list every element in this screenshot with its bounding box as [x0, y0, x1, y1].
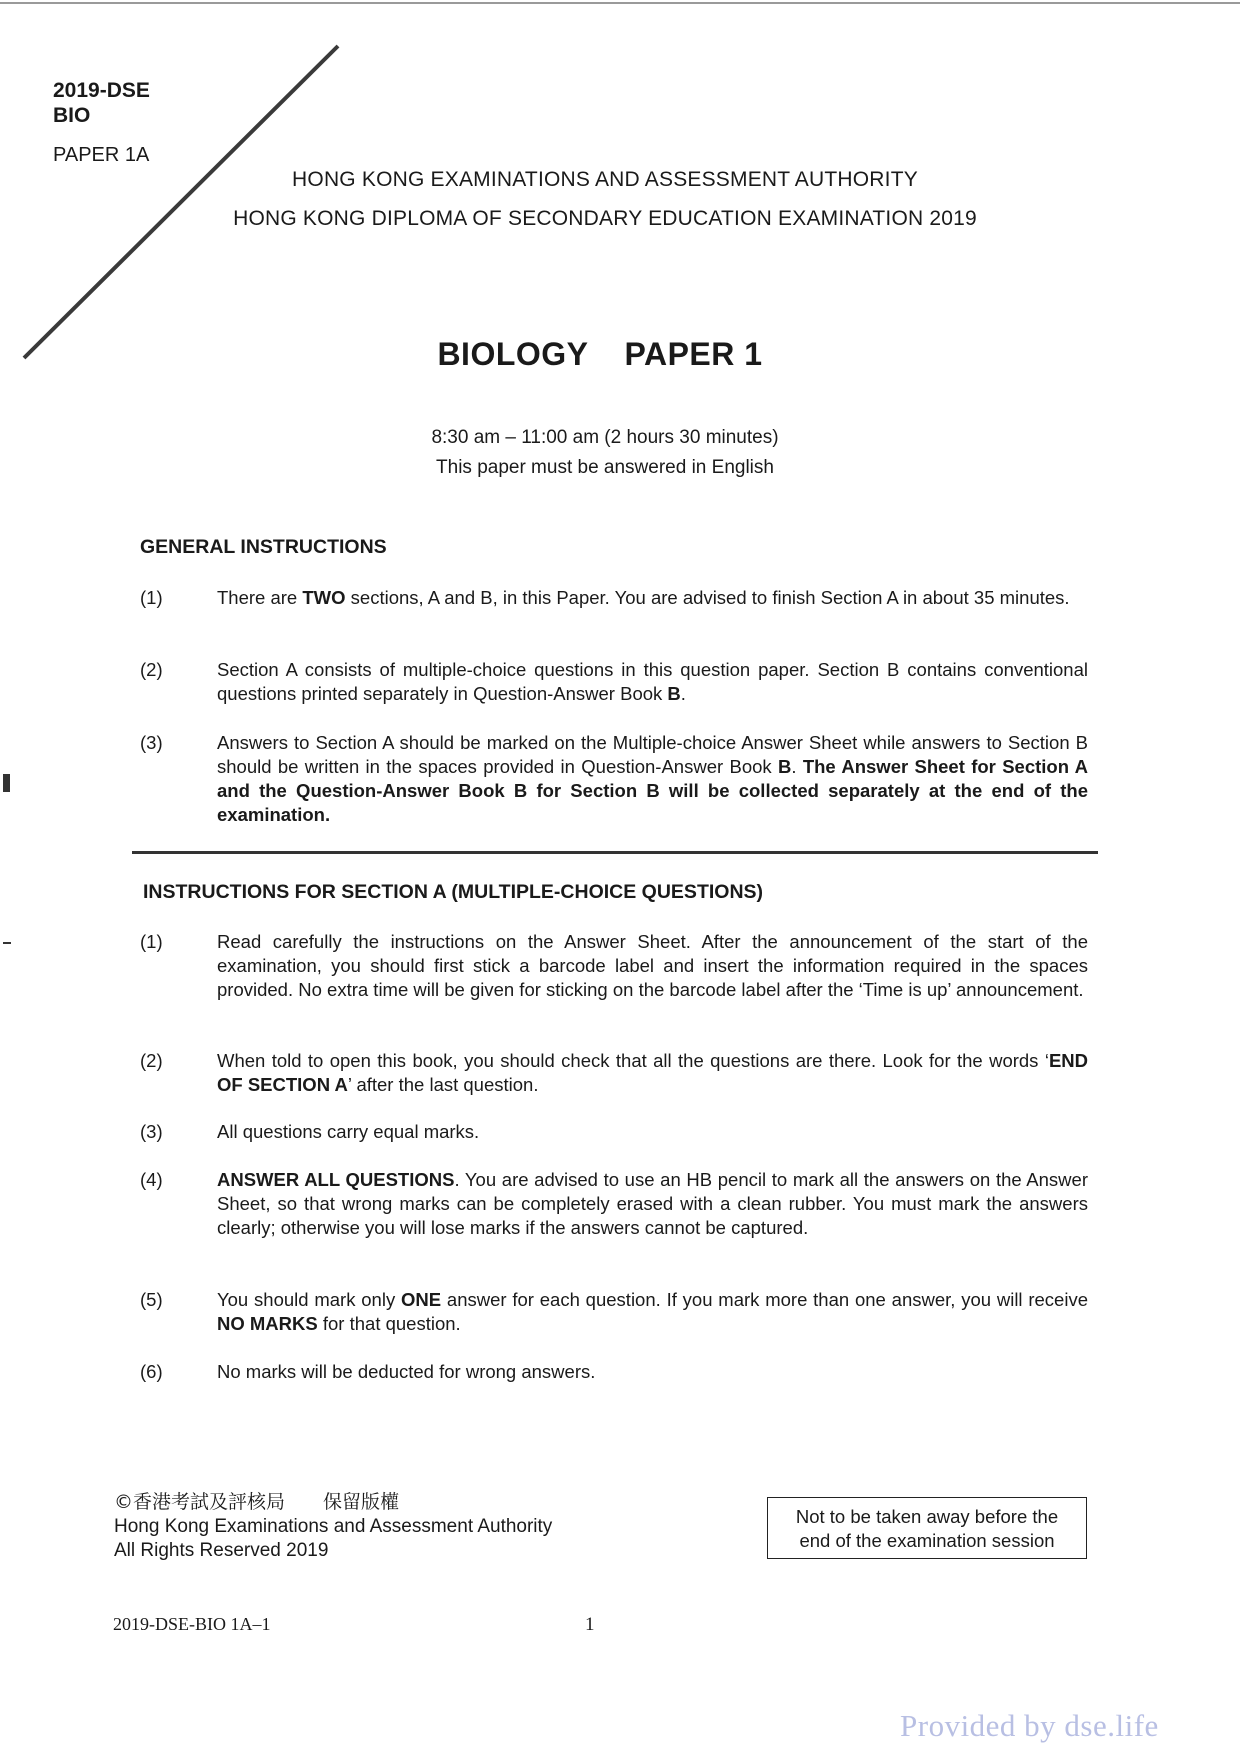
scan-mark	[3, 774, 10, 792]
exam-time: 8:30 am – 11:00 am (2 hours 30 minutes)	[431, 427, 779, 448]
authority-name: HONG KONG EXAMINATIONS AND ASSESSMENT AUTHORITY	[292, 168, 918, 191]
item-number: (2)	[140, 659, 163, 680]
page-number: 1	[585, 1614, 595, 1635]
copyright-chinese-rights: 保留版權	[323, 1491, 400, 1513]
item-number: (6)	[140, 1361, 163, 1382]
copyright-block	[114, 1490, 552, 1563]
notice-box: Not to be taken away before the end of the examination session	[767, 1497, 1087, 1559]
footer-paper-code: 2019-DSE-BIO 1A–1	[113, 1614, 271, 1634]
scan-mark	[3, 942, 11, 944]
section-a-instruction-4: (4) ANSWER ALL QUESTIONS. You are advised to use an HB pencil to mark all the answers on the Answer Sheet, so that wrong marks can be completely erased with a clean rubber. You must mark the answers clearly; otherwise you will lose marks if the answers cannot be captured.	[140, 1169, 1088, 1238]
section-a-heading: INSTRUCTIONS FOR SECTION A (MULTIPLE-CHOICE QUESTIONS)	[143, 881, 764, 903]
section-divider	[132, 851, 1098, 854]
section-a-instruction-6: (6) No marks will be deducted for wrong answers.	[140, 1361, 596, 1382]
section-a-instruction-1: (1) Read carefully the instructions on the Answer Sheet. After the announcement of the start of the examination, you should first stick a barcode label and insert the information required in the spaces provided. No extra time will be given for sticking on the barcode label after the ‘Time is up’ announcement.	[140, 931, 1088, 1000]
item-number: (1)	[140, 931, 163, 952]
subject-title: BIOLOGY	[437, 336, 589, 372]
language-note: This paper must be answered in English	[436, 457, 774, 478]
paper-code-subject: BIO	[53, 104, 91, 127]
exam-name: HONG KONG DIPLOMA OF SECONDARY EDUCATION EXAMINATION 2019	[233, 207, 977, 230]
paper-code	[53, 78, 150, 128]
general-instructions-heading: GENERAL INSTRUCTIONS	[140, 536, 387, 558]
copyright-rights: All Rights Reserved 2019	[114, 1540, 329, 1561]
section-a-instruction-3: (3) All questions carry equal marks.	[140, 1121, 480, 1142]
section-a-instruction-2: (2) When told to open this book, you should check that all the questions are there. Look for the words ‘END OF SECTION A’ after the last question.	[140, 1050, 1088, 1095]
item-number: (5)	[140, 1289, 163, 1310]
general-instruction-1: (1) There are TWO sections, A and B, in this Paper. You are advised to finish Section A in about 35 minutes.	[140, 587, 1070, 608]
item-number: (2)	[140, 1050, 163, 1071]
item-number: (4)	[140, 1169, 163, 1190]
paper-code-year: 2019-DSE	[53, 79, 150, 102]
watermark: Provided by dse.life	[900, 1708, 1159, 1743]
paper-label: PAPER 1A	[53, 144, 150, 166]
item-number: (1)	[140, 587, 163, 608]
page-title	[0, 336, 1200, 373]
item-number: (3)	[140, 1121, 163, 1142]
general-instruction-3: (3) Answers to Section A should be marked on the Multiple-choice Answer Sheet while answers to Section B should be written in the spaces provided in Question-Answer Book B. The Answer Sheet for Section A and the Question-Answer Book B for Section B will be collected separately at the end of the examination.	[140, 732, 1089, 825]
copyright-authority: Hong Kong Examinations and Assessment Authority	[114, 1516, 553, 1537]
item-number: (3)	[140, 732, 163, 753]
general-instruction-2: (2) Section A consists of multiple-choice questions in this question paper. Section B contains conventional questions printed separately in Question-Answer Book B.	[140, 659, 1088, 704]
section-a-instruction-5: (5) You should mark only ONE answer for each question. If you mark more than one answer, you will receive NO MARKS for that question.	[140, 1289, 1088, 1334]
copyright-chinese: ©香港考試及評核局	[114, 1491, 286, 1513]
paper-title: PAPER 1	[624, 336, 763, 372]
